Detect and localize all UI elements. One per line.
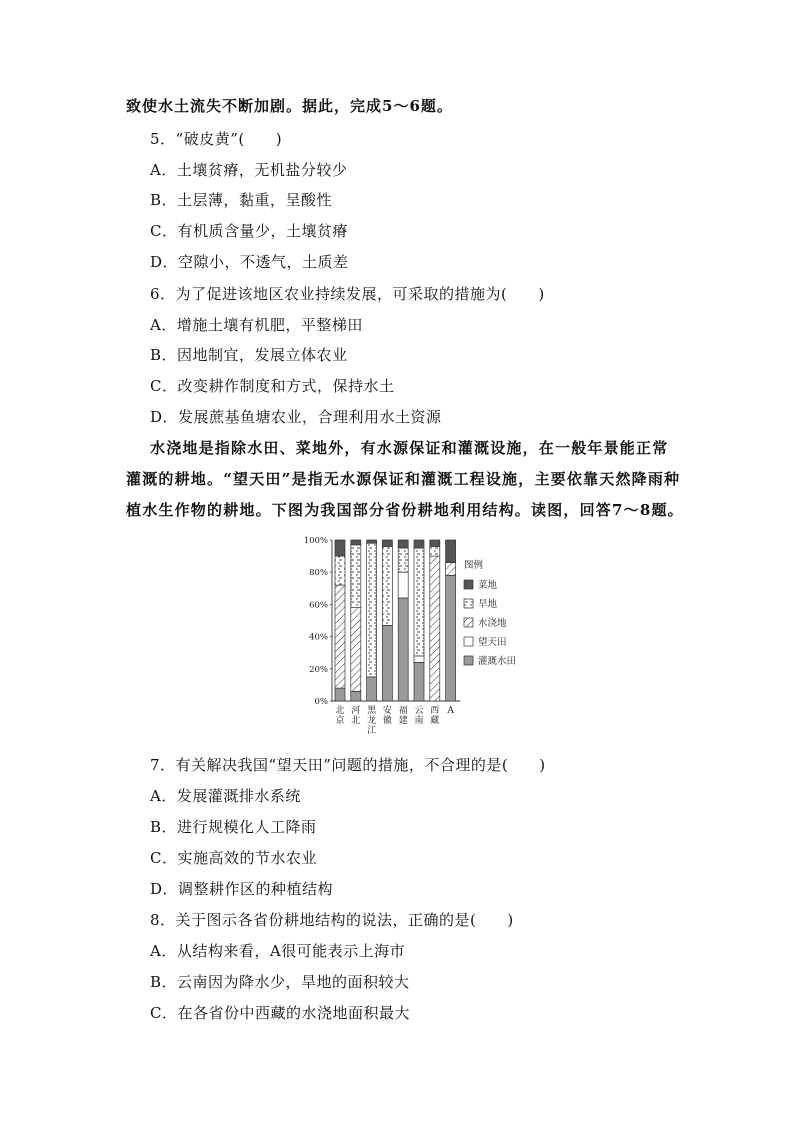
- bar-segment: [398, 598, 408, 701]
- bar-segment: [382, 546, 392, 625]
- bar-segment: [430, 556, 440, 701]
- bar-segment: [335, 540, 345, 556]
- legend-swatch: [464, 599, 473, 608]
- passage-line-2: 灌溉的耕地。“望天田”是指无水源保证和灌溉工程设施，主要依靠天然降雨种: [126, 470, 681, 488]
- q7-option-a: A．发展灌溉排水系统: [150, 787, 301, 805]
- x-tick-label: 藏: [430, 716, 440, 726]
- q5-option-a: A．土壤贫瘠，无机盐分较少: [150, 161, 348, 179]
- bar-segment: [335, 556, 345, 585]
- bar-segment: [398, 548, 408, 572]
- x-tick-label: 建: [398, 716, 408, 726]
- intro-tail: 致使水土流失不断加剧。据此，完成5～6题。: [126, 97, 453, 115]
- bar-segment: [398, 572, 408, 598]
- q7-option-d: D．调整耕作区的种植结构: [150, 880, 334, 898]
- q7-option-b: B．进行规模化人工降雨: [150, 818, 317, 836]
- q6-option-a: A．增施土壤有机肥，平整梯田: [150, 316, 363, 334]
- farmland-structure-chart: [296, 528, 556, 744]
- bar-segment: [367, 540, 377, 543]
- legend-label: 旱地: [478, 599, 498, 610]
- x-tick-label: 龙: [367, 716, 377, 726]
- q5-option-c: C．有机质含量少，土壤贫瘠: [150, 222, 348, 240]
- bar-segment: [351, 540, 361, 545]
- bar-segment: [414, 662, 424, 701]
- legend-swatch: [464, 656, 473, 665]
- q8-option-b: B．云南因为降水少，旱地的面积较大: [150, 973, 410, 991]
- q7-option-c: C．实施高效的节水农业: [150, 849, 317, 867]
- legend-label: 灌溉水田: [478, 656, 517, 667]
- q8-option-c: C．在各省份中西藏的水浇地面积最大: [150, 1004, 410, 1022]
- q5-option-b: B．土层薄，黏重，呈酸性: [150, 191, 333, 209]
- x-tick-label: 江: [367, 726, 377, 736]
- legend-swatch: [464, 580, 473, 589]
- x-tick-label: 黑: [367, 706, 377, 716]
- x-tick-label: 徽: [382, 716, 392, 726]
- y-tick-label: 40%: [309, 632, 328, 643]
- bar-segment: [414, 548, 424, 656]
- legend-swatch: [464, 637, 473, 646]
- y-tick-label: 100%: [303, 536, 328, 546]
- x-tick-label: 河: [351, 706, 361, 716]
- x-tick-label: 云: [414, 706, 424, 716]
- x-tick-label: 南: [414, 716, 424, 726]
- bar-segment: [430, 546, 440, 556]
- q6-option-b: B．因地制宜，发展立体农业: [150, 346, 348, 364]
- bar-segment: [335, 688, 345, 701]
- q5-option-d: D．空隙小，不透气，土质差: [150, 253, 349, 271]
- q6-option-c: C．改变耕作制度和方式，保持水土: [150, 377, 395, 395]
- bar-segment: [446, 563, 456, 576]
- legend-label: 菜地: [478, 580, 498, 591]
- bar-segment: [351, 608, 361, 692]
- question-8-stem: 8．关于图示各省份耕地结构的说法，正确的是( ): [150, 911, 514, 929]
- bar-segment: [335, 585, 345, 688]
- x-tick-label: 北: [335, 706, 345, 716]
- q6-option-d: D．发展蔗基鱼塘农业，合理利用水土资源: [150, 408, 442, 426]
- bar-segment: [351, 545, 361, 608]
- bar-segment: [398, 540, 408, 548]
- legend-label: 水浇地: [478, 618, 507, 629]
- y-tick-label: 60%: [309, 600, 328, 611]
- bar-segment: [367, 677, 377, 701]
- q8-option-a: A．从结构来看，A很可能表示上海市: [150, 942, 406, 960]
- y-tick-label: 20%: [309, 664, 328, 675]
- bar-segment: [446, 575, 456, 701]
- legend-title: 图例: [464, 560, 484, 571]
- y-tick-label: 80%: [309, 568, 328, 579]
- bar-segment: [414, 540, 424, 548]
- x-tick-label: 北: [351, 716, 361, 726]
- legend-swatch: [464, 618, 473, 627]
- y-tick-label: 0%: [314, 697, 328, 707]
- x-tick-label: A: [447, 706, 454, 716]
- x-tick-label: 京: [335, 716, 345, 726]
- x-tick-label: 西: [430, 706, 440, 716]
- x-tick-label: 安: [382, 706, 392, 716]
- bar-segment: [367, 543, 377, 677]
- bar-segment: [430, 540, 440, 546]
- passage-line-3: 植水生作物的耕地。下图为我国部分省份耕地利用结构。读图，回答7～8题。: [126, 501, 684, 519]
- question-7-stem: 7．有关解决我国“望天田”问题的措施，不合理的是( ): [150, 756, 546, 774]
- bar-segment: [382, 540, 392, 546]
- passage-line-1: 水浇地是指除水田、菜地外，有水源保证和灌溉设施，在一般年景能正常: [150, 439, 669, 457]
- bar-segment: [446, 540, 456, 563]
- question-6-stem: 6．为了促进该地区农业持续发展，可采取的措施为( ): [150, 285, 545, 303]
- x-tick-label: 福: [398, 706, 408, 716]
- legend-label: 望天田: [478, 637, 507, 648]
- bar-segment: [414, 656, 424, 662]
- bar-segment: [351, 691, 361, 701]
- question-5-stem: 5．“破皮黄”( ): [150, 130, 283, 148]
- bar-segment: [382, 625, 392, 701]
